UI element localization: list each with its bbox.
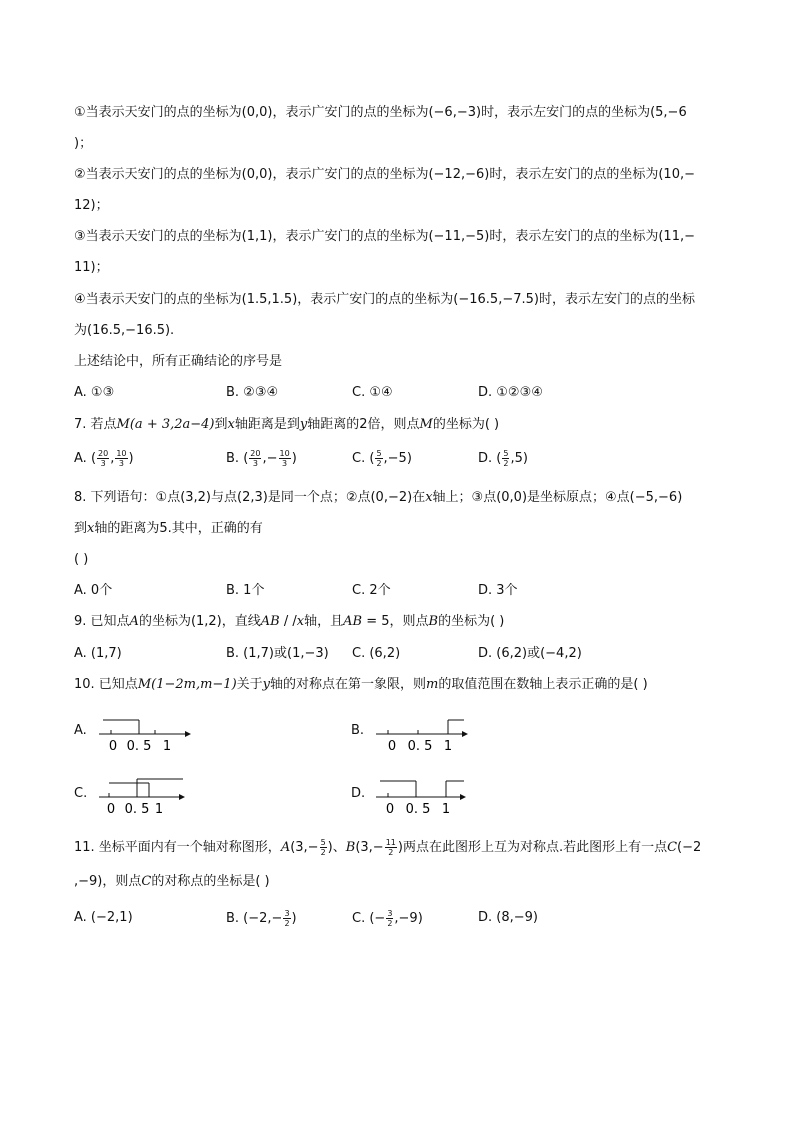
tick-label: 0: [108, 739, 118, 754]
q9-option-b[interactable]: B. (1,7)或(1,−3): [226, 646, 329, 661]
q11-question: 11. 坐标平面内有一个轴对称图形，A(3,− $\frac{5}{2}$ )、B(3,− $\frac{11}{2}$ )两点在此图形上互为对称点.若此图形上有一点C(−2: [74, 838, 702, 857]
q6-options: [74, 384, 724, 406]
tick-label: 1: [154, 802, 164, 817]
q7-options: [74, 449, 724, 471]
tick-label: 0: [385, 802, 395, 817]
q9-option-d[interactable]: D. (6,2)或(−4,2): [478, 646, 582, 661]
q11-option-c[interactable]: C. (− $\frac{3}{2}$ ,−9): [352, 909, 423, 928]
q10-option-b-label[interactable]: B.: [351, 723, 365, 738]
q9-option-c[interactable]: C. (6,2): [352, 646, 401, 661]
q10-option-a-label[interactable]: A.: [74, 723, 87, 738]
tick-label: 0: [106, 802, 116, 817]
tick-label: 0. 5: [126, 739, 152, 754]
q11-option-a[interactable]: A. (−2,1): [74, 910, 133, 925]
q11-question-cont: ,−9)，则点C的对称点的坐标是( ): [74, 874, 270, 889]
q8-option-b[interactable]: B. 1个: [226, 583, 265, 598]
q6-statement-4: ④当表示天安门的点的坐标为(1.5,1.5)，表示广安门的点的坐标为(−16.5,−7.5)时，表示左安门的点的坐标: [74, 292, 695, 307]
q6-statement-2-cont: 12)；: [74, 198, 109, 213]
q8-option-d[interactable]: D. 3个: [478, 583, 518, 598]
tick-label: 0. 5: [124, 802, 150, 817]
q8-question: 8. 下列语句：①点(3,2)与点(2,3)是同一个点；②点(0,−2)在x轴上；③点(0,0)是坐标原点；④点(−5,−6): [74, 490, 683, 505]
q10-option-c-numberline[interactable]: [95, 775, 195, 817]
tick-label: 1: [443, 739, 453, 754]
q6-statement-3: ③当表示天安门的点的坐标为(1,1)，表示广安门的点的坐标为(−11,−5)时，表示左安门的点的坐标为(11,−: [74, 229, 695, 244]
q6-option-d[interactable]: D. ①②③④: [478, 385, 543, 400]
q6-option-b[interactable]: B. ②③④: [226, 385, 279, 400]
q8-options: [74, 582, 724, 604]
q7-question: 7. 若点M(a + 3,2a−4)到x轴距离是到y轴距离的2倍，则点M的坐标为( ): [74, 417, 500, 432]
q7-option-a[interactable]: A. ( $\frac{20}{3}$ , $\frac{10}{3}$ ): [74, 449, 134, 468]
q6-question: 上述结论中，所有正确结论的序号是: [74, 354, 283, 369]
q6-option-c[interactable]: C. ①④: [352, 385, 393, 400]
q7-option-b[interactable]: B. ( $\frac{20}{3}$ ,− $\frac{10}{3}$ ): [226, 449, 297, 468]
q10-option-d-label[interactable]: D.: [351, 786, 366, 801]
q9-question: 9. 已知点A的坐标为(1,2)，直线AB / /x轴，且AB = 5，则点B的坐标为( ): [74, 614, 505, 629]
tick-label: 1: [441, 802, 451, 817]
q11-option-d[interactable]: D. (8,−9): [478, 910, 538, 925]
tick-label: 0. 5: [407, 739, 433, 754]
q10-option-a-numberline[interactable]: [95, 712, 195, 754]
q11-option-b[interactable]: B. (−2,− $\frac{3}{2}$ ): [226, 909, 297, 928]
tick-label: 1: [162, 739, 172, 754]
q7-option-c[interactable]: C. ( $\frac{5}{2}$ ,−5): [352, 449, 412, 468]
q8-question-cont: 到x轴的距离为5.其中，正确的有: [74, 521, 263, 536]
q6-statement-3-cont: 11)；: [74, 260, 109, 275]
q6-statement-2: ②当表示天安门的点的坐标为(0,0)，表示广安门的点的坐标为(−12,−6)时，表示左安门的点的坐标为(10,−: [74, 167, 695, 182]
q11-options: [74, 909, 724, 931]
q10-question: 10. 已知点M(1−2m,m−1)关于y轴的对称点在第一象限，则m的取值范围在数轴上表示正确的是( ): [74, 677, 648, 692]
q6-statement-4-cont: 为(16.5,−16.5).: [74, 323, 175, 338]
q6-statement-1-cont: )；: [74, 136, 93, 151]
q6-option-a[interactable]: A. ①③: [74, 385, 115, 400]
q9-option-a[interactable]: A. (1,7): [74, 646, 122, 661]
q7-option-d[interactable]: D. ( $\frac{5}{2}$ ,5): [478, 449, 528, 468]
q8-option-c[interactable]: C. 2个: [352, 583, 391, 598]
q6-statement-1: ①当表示天安门的点的坐标为(0,0)，表示广安门的点的坐标为(−6,−3)时，表示左安门的点的坐标为(5,−6: [74, 105, 687, 120]
tick-label: 0. 5: [405, 802, 431, 817]
q8-answer-blank: ( ): [74, 552, 89, 567]
q8-option-a[interactable]: A. 0个: [74, 583, 113, 598]
tick-label: 0: [387, 739, 397, 754]
q10-option-b-numberline[interactable]: [372, 712, 472, 754]
q9-options: [74, 645, 724, 667]
q10-option-c-label[interactable]: C.: [74, 786, 88, 801]
q10-option-d-numberline[interactable]: [372, 775, 472, 817]
